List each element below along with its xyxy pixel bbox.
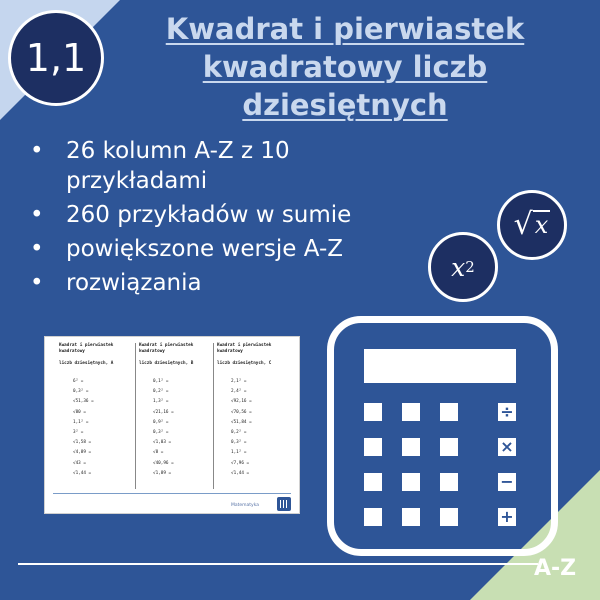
calculator-icon <box>327 316 558 556</box>
calculator-key <box>402 473 420 491</box>
calculator-display <box>364 349 516 383</box>
exercise-item: 0,2² = <box>153 389 169 395</box>
column-subtitle: liczb dziesiętnych, C <box>217 361 272 366</box>
exercise-item: 2,1² = <box>231 379 247 384</box>
exercise-item: √1,44 = <box>73 470 92 476</box>
radical-sign: √ <box>513 207 533 242</box>
exercise-item: √1,89 = <box>153 470 172 476</box>
exercise-item: 0,1² = <box>153 379 169 384</box>
exercise-item: √51,36 = <box>73 399 94 405</box>
column-subtitle: liczb dziesiętnych, A <box>59 361 114 366</box>
exercise-item: √43 = <box>73 460 86 466</box>
feature-list <box>26 136 406 302</box>
column-title: Kwadrat i pierwiastek kwadratowy <box>217 343 272 354</box>
calculator-key <box>402 438 420 456</box>
exercise-item: 0,9² = <box>153 419 169 425</box>
calculator-key <box>364 438 382 456</box>
power-base: x <box>451 252 466 282</box>
exercise-item: √1,44 = <box>231 470 250 476</box>
square-root-expression <box>513 207 551 242</box>
column-items <box>59 377 135 479</box>
corner-label: A-Z <box>534 556 577 581</box>
exercise-item: 1,1² = <box>231 450 247 456</box>
calculator-key <box>364 508 382 526</box>
divide-icon: ÷ <box>498 403 516 421</box>
page-title: Kwadrat i pierwiastek kwadratowy liczb dziesiętnych <box>165 12 525 122</box>
square-power-icon <box>428 232 498 302</box>
exercise-item: √21,16 = <box>153 409 174 415</box>
feature-item: • rozwiązania <box>26 268 406 298</box>
exercise-item: √51,84 = <box>231 419 252 425</box>
column-divider <box>135 343 136 489</box>
column-title: Kwadrat i pierwiastek kwadratowy <box>59 343 114 354</box>
exercise-item: √8 = <box>153 450 164 456</box>
exercise-item: 3² = <box>73 430 84 436</box>
exercise-item: √4,89 = <box>73 450 92 456</box>
power-exponent: 2 <box>465 258 475 276</box>
exercise-item: √1,03 = <box>153 440 172 446</box>
calculator-key <box>440 508 458 526</box>
worksheet-preview <box>44 336 300 514</box>
exercise-item: 1,3² = <box>153 399 169 405</box>
calculator-key <box>402 508 420 526</box>
exercise-item: √80 = <box>73 409 86 415</box>
exercise-item: √92,16 = <box>231 399 252 405</box>
exercise-item: 1,1² = <box>73 419 89 425</box>
exercise-item: √40,96 = <box>153 460 174 466</box>
minus-icon: − <box>498 473 516 491</box>
exercise-item: 2,4² = <box>231 389 247 395</box>
worksheet-column-c <box>217 343 293 479</box>
calculator-key <box>440 473 458 491</box>
calculator-logo-icon <box>277 497 291 511</box>
exercise-item: √70,56 = <box>231 409 252 415</box>
column-items <box>217 377 293 479</box>
multiply-icon: × <box>498 438 516 456</box>
exercise-item: 0,3² = <box>231 440 247 446</box>
calculator-key <box>364 473 382 491</box>
plus-icon: + <box>498 508 516 526</box>
bottom-divider <box>18 563 538 565</box>
calculator-key <box>440 403 458 421</box>
worksheet-column-a <box>59 343 135 479</box>
exercise-item: 0,2² = <box>231 430 247 436</box>
calculator-key <box>440 438 458 456</box>
square-root-icon <box>497 190 567 260</box>
feature-item: • powiększone wersje A-Z <box>26 234 406 264</box>
column-items <box>139 377 215 479</box>
feature-item: • 260 przykładów w sumie <box>26 200 406 230</box>
calculator-key <box>402 403 420 421</box>
column-subtitle: liczb dziesiętnych, B <box>139 361 194 366</box>
grade-badge <box>8 10 104 106</box>
exercise-item: √7,96 = <box>231 460 250 466</box>
worksheet-footer-rule <box>53 493 291 494</box>
column-title: Kwadrat i pierwiastek kwadratowy <box>139 343 194 354</box>
calculator-key <box>364 403 382 421</box>
worksheet-column-b <box>139 343 215 479</box>
exercise-item: 6² = <box>73 379 84 384</box>
feature-item: • 26 kolumn A-Z z 10 przykładami <box>26 136 406 196</box>
grade-label: 1,1 <box>25 36 87 80</box>
radicand: x <box>534 211 549 239</box>
worksheet-footer-text: Matematyka <box>230 503 259 508</box>
column-divider <box>213 343 214 489</box>
exercise-item: 0,3² = <box>153 430 169 436</box>
exercise-item: √1,58 = <box>73 440 92 446</box>
exercise-item: 0,3² = <box>73 389 89 395</box>
